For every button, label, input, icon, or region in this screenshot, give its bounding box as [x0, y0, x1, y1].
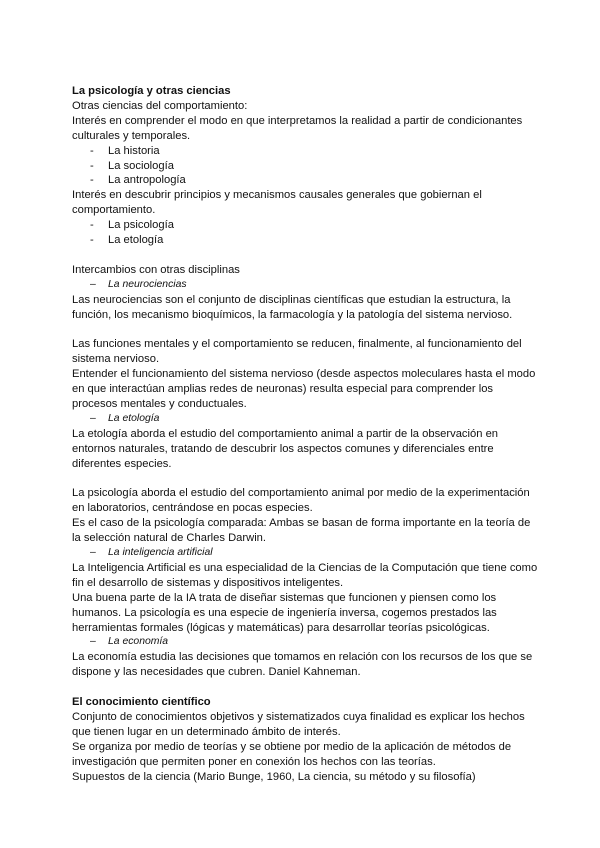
en-dash-bullet: –: [90, 636, 96, 648]
list-item-ia: – La inteligencia artificial: [72, 546, 540, 561]
paragraph-neuro-3: Entender el funcionamiento del sistema nervioso (desde aspectos moleculares hasta el modo en que interactúan amplias redes de neuronas) resulta especial para comprender los procesos mentales y conductuales.: [72, 368, 536, 410]
paragraph-neuro-2: Las funciones mentales y el comportamiento se reducen, finalmente, al funcionamiento del sistema nervioso.: [72, 338, 522, 366]
dash-bullet: -: [90, 234, 94, 247]
list-item-neurociencias: – La neurociencias: [72, 278, 540, 293]
paragraph-conocimiento-2: Se organiza por medio de teorías y se obtiene por medio de la aplicación de métodos de investigación que permiten poner en conexión los hechos con las teorías.: [72, 740, 512, 768]
list-item-antropologia: - La antropología: [90, 174, 186, 187]
paragraph-neuro-1: Las neurociencias son el conjunto de disciplinas científicas que estudian la estructura, la función, los mecanismo bioquímicos, la farmacología y la patología del sistema nervioso.: [72, 293, 513, 321]
subheading-intercambios: Intercambios con otras disciplinas: [72, 263, 240, 276]
list-item-economia: – La economía: [72, 635, 540, 650]
en-dash-bullet: –: [90, 547, 96, 559]
list-item-psicologia: - La psicología: [90, 219, 174, 232]
en-dash-bullet: –: [90, 278, 96, 290]
list-item-etologia-heading: – La etología: [72, 412, 540, 427]
dash-bullet: -: [90, 159, 94, 172]
section-title-conocimiento: El conocimiento científico: [72, 696, 211, 709]
paragraph-ia-2: Una buena parte de la IA trata de diseñar sistemas que funcionen y piensen como los humanos. La psicología es una especie de ingeniería inversa, cogemos prestados las herramientas formales (lógicas y matemáticas) para desarrollar teorías psicológicas.: [72, 591, 497, 634]
paragraph-eto-3: Es el caso de la psicología comparada: Ambas se basan de forma importante en la teoría de la selección natural de Charles Darwin.: [72, 517, 531, 545]
paragraph-eto-2: La psicología aborda el estudio del comportamiento animal por medio de la experimentación en laboratorios, centrándose en pocas especies.: [72, 487, 530, 515]
dash-bullet: -: [90, 219, 94, 232]
list-item-etologia: - La etología: [90, 234, 164, 247]
paragraph-supuestos: Supuestos de la ciencia (Mario Bunge, 1960, La ciencia, su método y su filosofía): [72, 770, 476, 783]
list-item-historia: - La historia: [90, 144, 160, 157]
paragraph-eto-1: La etología aborda el estudio del comportamiento animal a partir de la observación en entornos naturales, tratando de descubrir los aspectos comunes y diferenciales entre diferentes especies.: [72, 427, 499, 470]
section-title-psicologia: La psicología y otras ciencias: [72, 85, 231, 97]
en-dash-bullet: –: [90, 412, 96, 424]
dash-bullet: -: [90, 144, 94, 157]
dash-bullet: -: [90, 174, 94, 187]
intro-text: Otras ciencias del comportamiento:: [72, 99, 248, 112]
paragraph-comprender: Interés en comprender el modo en que interpretamos la realidad a partir de condicionantes culturales y temporales.: [72, 114, 523, 142]
paragraph-conocimiento-1: Conjunto de conocimientos objetivos y sistematizados cuya finalidad es explicar los hechos que tienen lugar en un determinado ámbito de interés.: [72, 711, 525, 738]
paragraph-descubrir: Interés en descubrir principios y mecanismos causales generales que gobiernan el comportamiento.: [72, 189, 482, 217]
list-item-sociologia: - La sociología: [90, 159, 174, 172]
paragraph-eco-1: La economía estudia las decisiones que tomamos en relación con los recursos de los que se dispone y las necesidades que cubren. Daniel Kahneman.: [72, 651, 533, 679]
paragraph-ia-1: La Inteligencia Artificial es una especialidad de la Ciencias de la Computación que tiene como fin el desarrollo de sistemas y dispositivos inteligentes.: [72, 561, 538, 589]
